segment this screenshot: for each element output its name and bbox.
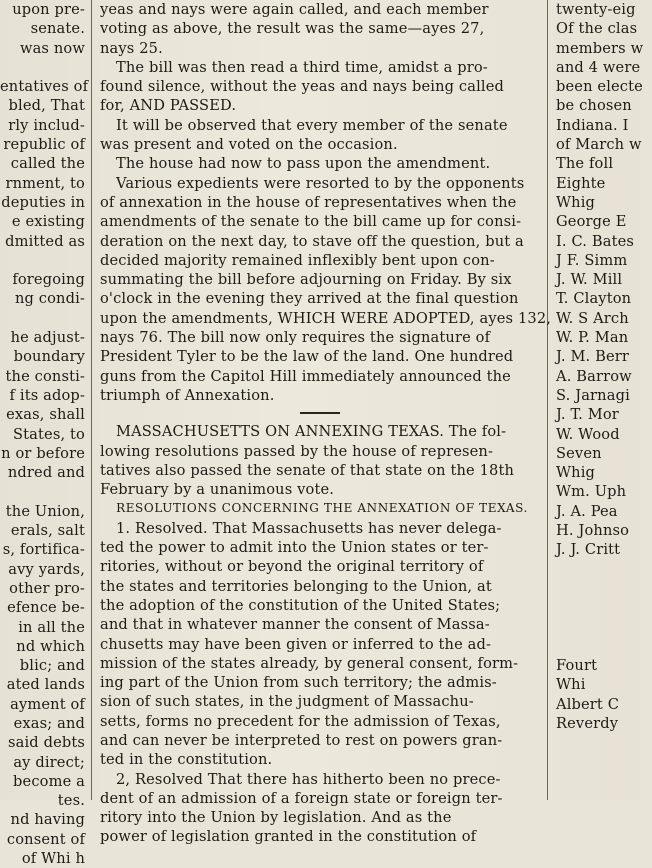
text-line: rnment, to: [5, 174, 85, 192]
text-line: [552, 618, 652, 637]
text-line: The bill was then read a third time, amidst a pro-: [116, 58, 488, 76]
text-line: boundary: [13, 348, 85, 366]
text-line: avy yards,: [8, 560, 85, 578]
text-line: triumph of Annexation.: [100, 386, 275, 404]
text-line: [552, 598, 652, 617]
text-line: February by a unanimous vote.: [100, 481, 335, 499]
text-line: and that in whatever manner the consent of Massa-: [100, 616, 490, 634]
text-line: consent of: [6, 830, 85, 848]
text-line: ritories, without or beyond the original territory of: [100, 558, 484, 576]
resolution-2: [96, 770, 544, 847]
text-line: [0, 58, 88, 77]
text-line: senate.: [30, 20, 85, 38]
text-line: called the: [10, 155, 85, 173]
text-line: [552, 579, 652, 598]
text-line: in all the: [18, 618, 85, 636]
text-line: W. Wood: [556, 425, 620, 443]
text-line: dmitted as: [5, 232, 85, 250]
text-line: The house had now to pass upon the amendment.: [116, 155, 491, 173]
text-line: Fourt: [556, 657, 598, 675]
text-line: ndred and: [7, 464, 85, 482]
text-line: guns from the Capitol Hill immediately announced the: [100, 367, 511, 385]
text-line: tatives also passed the senate of that state on the 18th: [100, 461, 515, 479]
paragraph-expedients: [96, 174, 552, 406]
right-column: [552, 0, 652, 800]
text-line: f its adop-: [9, 386, 85, 404]
text-line: J. T. Mor: [556, 406, 619, 424]
text-line: ated lands: [6, 676, 85, 694]
text-line: was now: [19, 39, 85, 57]
text-line: rly includ-: [8, 116, 85, 134]
text-line: efence be-: [7, 599, 85, 617]
continued-vote-text: [96, 0, 544, 58]
text-line: I. C. Bates: [556, 232, 635, 250]
text-line: of annexation in the house of representatives when the: [100, 193, 517, 211]
resolution-1: [96, 519, 544, 770]
text-line: H. Johnso: [556, 522, 630, 540]
text-line: foregoing: [12, 271, 85, 289]
text-line: [552, 560, 652, 579]
text-line: summating the bill before adjourning on Friday. By six: [100, 271, 512, 289]
text-line: deputies in: [1, 193, 85, 211]
text-line: found silence, without the yeas and nays being called: [100, 78, 504, 96]
text-line: J. J. Critt: [556, 541, 621, 559]
text-line: [552, 637, 652, 656]
text-line: the states and territories belonging to the Union, at: [100, 577, 492, 595]
text-line: of Whi h: [21, 850, 85, 868]
text-line: W. P. Man: [556, 329, 629, 347]
text-line: become a: [13, 772, 85, 790]
text-line: Whi: [556, 676, 586, 694]
column-rule-left: [91, 0, 92, 800]
text-line: J. W. Mill: [556, 271, 623, 289]
text-line: and 4 were: [556, 58, 641, 76]
text-line: T. Clayton: [556, 290, 632, 308]
text-line: amendments of the senate to the bill came up for consi-: [100, 213, 522, 231]
text-line: tes.: [57, 792, 85, 810]
text-line: nd having: [10, 811, 85, 829]
text-line: MASSACHUSETTS ON ANNEXING TEXAS. The fol-: [116, 423, 507, 441]
text-line: Various expedients were resorted to by the opponents: [116, 174, 525, 192]
left-column: [0, 0, 89, 868]
text-line: 1. Resolved. That Massachusetts has never delega-: [116, 519, 502, 537]
text-line: nd which: [16, 637, 85, 655]
text-line: s, fortifica-: [2, 541, 85, 559]
paragraph-observed: [96, 116, 544, 155]
text-line: The foll: [556, 155, 614, 173]
text-line: exas, shall: [6, 406, 85, 424]
text-line: and can never be interpreted to rest on powers gran-: [100, 731, 503, 749]
text-line: States, to: [13, 425, 85, 443]
text-line: upon pre-: [12, 1, 85, 18]
text-line: A. Barrow: [556, 367, 632, 385]
text-line: decided majority remained inflexibly bent upon con-: [100, 251, 495, 269]
text-line: J. M. Berr: [556, 348, 630, 366]
text-line: said debts: [7, 734, 85, 752]
text-line: twenty-eig: [556, 1, 636, 18]
text-line: Whig: [556, 193, 596, 211]
text-line: he adjust-: [10, 329, 85, 347]
text-line: be chosen: [556, 97, 632, 115]
text-line: ing part of the Union from such territory; the admis-: [100, 674, 497, 692]
column-rule-right: [547, 0, 548, 800]
text-line: republic of: [3, 136, 85, 154]
text-line: Eighte: [556, 174, 606, 192]
paragraph-house-amendment: [96, 154, 544, 173]
resolutions-heading: RESOLUTIONS CONCERNING THE ANNEXATION OF TEXAS.: [116, 501, 528, 516]
text-line: [0, 309, 88, 328]
text-line: was present and voted on the occasion.: [100, 136, 398, 154]
text-line: ay direct;: [13, 753, 85, 771]
text-line: Whig: [556, 464, 596, 482]
text-line: e existing: [11, 213, 85, 231]
text-line: 2, Resolved That there has hitherto been no prece-: [116, 770, 501, 788]
text-line: lowing resolutions passed by the house of represen-: [100, 442, 494, 460]
text-line: blic; and: [19, 657, 85, 675]
text-line: n or before: [1, 444, 85, 462]
text-line: upon the amendments, WHICH WERE ADOPTED, ayes 132,: [100, 309, 552, 327]
text-line: It will be observed that every member of the senate: [116, 116, 508, 134]
text-line: [0, 251, 88, 270]
text-line: the consti-: [5, 367, 85, 385]
text-line: Reverdy: [556, 714, 619, 732]
text-line: the Union,: [5, 502, 85, 520]
text-line: Indiana. I: [556, 116, 629, 134]
text-line: for, AND PASSED.: [100, 97, 237, 115]
text-line: Seven: [556, 444, 602, 462]
text-line: yeas and nays were again called, and each member: [100, 1, 489, 18]
text-line: power of legislation granted in the constitution of: [100, 828, 477, 846]
text-line: President Tyler to be the law of the land. One hundred: [100, 348, 514, 366]
text-line: sion of such states, in the judgment of Massachu-: [100, 693, 474, 711]
text-line: Of the clas: [556, 20, 638, 38]
text-line: o'clock in the evening they arrived at the final question: [100, 290, 519, 308]
text-line: S. Jarnagi: [556, 386, 630, 404]
text-line: ritory into the Union by legislation. And as the: [100, 809, 452, 827]
text-line: [0, 482, 88, 501]
text-line: deration on the next day, to stave off the question, but a: [100, 232, 524, 250]
article-massachusetts-intro: [96, 422, 544, 499]
text-line: erals, salt: [10, 522, 85, 540]
text-line: mission of the states already, by general consent, form-: [100, 654, 519, 672]
text-line: the adoption of the constitution of the United States;: [100, 596, 501, 614]
text-line: been electe: [556, 78, 643, 96]
text-line: J. A. Pea: [556, 502, 618, 520]
text-line: members w: [556, 39, 644, 57]
text-line: bled, That: [8, 97, 85, 115]
text-line: ng condi-: [14, 290, 85, 308]
text-line: nays 76. The bill now only requires the signature of: [100, 329, 491, 347]
text-line: Albert C: [556, 695, 620, 713]
text-line: Wm. Uph: [556, 483, 627, 501]
text-line: chusetts may have been given or inferred to the ad-: [100, 635, 492, 653]
text-line: of March w: [556, 136, 642, 154]
text-line: J F. Simm: [556, 251, 628, 269]
text-line: exas; and: [13, 714, 85, 732]
text-line: ted in the constitution.: [100, 751, 273, 769]
text-line: W. S Arch: [556, 309, 629, 327]
middle-column: [96, 0, 552, 846]
section-separator: [300, 412, 340, 414]
text-line: ted the power to admit into the Union states or ter-: [100, 539, 489, 557]
paragraph-third-reading: [96, 58, 544, 116]
text-line: nays 25.: [100, 39, 163, 57]
text-line: voting as above, the result was the same—ayes 27,: [100, 20, 485, 38]
text-line: entatives of: [0, 78, 89, 96]
text-line: dent of an admission of a foreign state or foreign ter-: [100, 789, 503, 807]
text-line: George E: [556, 213, 627, 231]
text-line: setts, forms no precedent for the admission of Texas,: [100, 712, 501, 730]
text-line: ayment of: [10, 695, 85, 713]
text-line: other pro-: [9, 579, 85, 597]
